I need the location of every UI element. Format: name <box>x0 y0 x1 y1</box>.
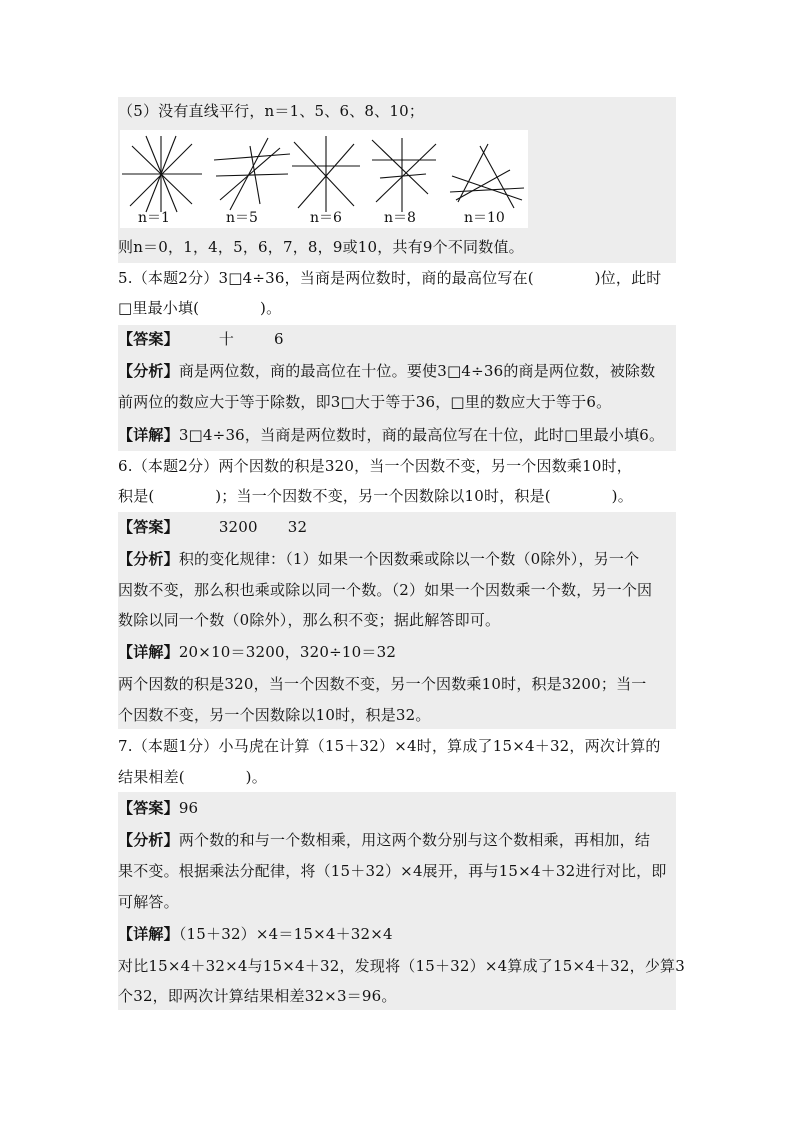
figure-n1-lines <box>122 136 202 212</box>
q6-answer-2: 32 <box>287 518 308 536</box>
q6-detail-line2: 两个因数的积是320，当一个因数不变，另一个因数乘10时，积是3200；当一 <box>118 675 647 693</box>
q5-analysis-text1: 商是两位数，商的最高位在十位。要使3□4÷36的商是两位数，被除数 <box>178 362 656 380</box>
q7-stem-line2: 结果相差( )。 <box>118 768 267 786</box>
q6-stem-line2: 积是( )；当一个因数不变，另一个因数除以10时，积是( )。 <box>118 487 633 505</box>
q5-analysis-line1 <box>118 360 678 382</box>
q7-analysis-text1: 两个数的和与一个数相乘，用这两个数分别与这个数相乘，再相加，结 <box>178 831 651 849</box>
q6-answer-tag: 【答案】 <box>118 518 179 536</box>
q7-answer-row <box>118 797 678 819</box>
figure-n10-lines <box>450 144 524 208</box>
q6-answer-row <box>118 516 678 538</box>
figure-label-n10: n＝10 <box>464 210 505 226</box>
figure-n8-lines <box>372 138 436 212</box>
q7-analysis-tag: 【分析】 <box>118 831 179 849</box>
figure-n6-lines <box>292 136 360 212</box>
q5-answer-tag: 【答案】 <box>118 330 179 348</box>
figure-label-n8: n＝8 <box>384 210 416 226</box>
q5-detail-text1: 3□4÷36，当商是两位数时，商的最高位写在十位，此时□里最小填6。 <box>178 426 665 444</box>
q7-detail-line3: 个32，即两次计算结果相差32×3＝96。 <box>118 987 397 1005</box>
q5-analysis-tag: 【分析】 <box>118 362 179 380</box>
q7-analysis-line2: 果不变。根据乘法分配律，将（15＋32）×4展开，再与15×4＋32进行对比，即 <box>118 862 667 880</box>
figure-label-n6: n＝6 <box>310 210 342 226</box>
q5-answer-1: 十 <box>218 330 235 348</box>
lines-figure-svg <box>120 130 528 228</box>
q7-detail-line2: 对比15×4＋32×4与15×4＋32，发现将（15＋32）×4算成了15×4＋32，少算3 <box>118 957 685 975</box>
lines-intersection-figure <box>120 130 528 228</box>
figure-n5-lines <box>214 138 290 210</box>
q7-stem-line1: 7.（本题1分）小马虎在计算（15＋32）×4时，算成了15×4＋32，两次计算的 <box>118 737 661 755</box>
q5-detail-tag: 【详解】 <box>118 426 179 444</box>
q5-stem-line2: □里最小填( )。 <box>118 299 282 317</box>
q6-detail-line1 <box>118 641 678 663</box>
figure-label-n5: n＝5 <box>226 210 258 226</box>
item5-conclusion: 则n＝0，1，4，5，6，7，8，9或10，共有9个不同数值。 <box>118 238 524 256</box>
q7-analysis-line1 <box>118 829 678 851</box>
q6-answer-1: 3200 <box>218 518 258 536</box>
q6-stem-line1: 6.（本题2分）两个因数的积是320，当一个因数不变，另一个因数乘10时， <box>118 457 632 475</box>
q6-analysis-tag: 【分析】 <box>118 550 179 568</box>
q6-detail-tag: 【详解】 <box>118 643 179 661</box>
q6-analysis-line1 <box>118 548 678 570</box>
q6-analysis-line2: 因数不变，那么积也乘或除以同一个数。（2）如果一个因数乘一个数，另一个因 <box>118 581 653 599</box>
q6-analysis-line3: 数除以同一个数（0除外），那么积不变；据此解答即可。 <box>118 611 501 629</box>
q7-answer-tag: 【答案】 <box>118 799 179 817</box>
figure-label-n1: n＝1 <box>138 210 170 226</box>
q5-detail-line1 <box>118 424 678 446</box>
q6-detail-text1: 20×10＝3200，320÷10＝32 <box>178 643 397 661</box>
q7-answer-1: 96 <box>178 799 199 817</box>
q6-analysis-text1: 积的变化规律：（1）如果一个因数乘或除以一个数（0除外），另一个 <box>178 550 640 568</box>
q5-stem-line1: 5.（本题2分）3□4÷36，当商是两位数时，商的最高位写在( )位，此时 <box>118 269 662 287</box>
q6-detail-line3: 个因数不变，另一个因数除以10时，积是32。 <box>118 706 431 724</box>
q5-answer-row <box>118 328 678 350</box>
q7-detail-text1: （15＋32）×4＝15×4＋32×4 <box>178 925 393 943</box>
q7-analysis-line3: 可解答。 <box>118 893 179 911</box>
item5-intro: （5）没有直线平行，n＝1、5、6、8、10； <box>118 102 425 120</box>
q5-answer-2: 6 <box>274 330 284 348</box>
q7-detail-line1 <box>118 923 678 945</box>
q5-analysis-line2: 前两位的数应大于等于除数，即3□大于等于36，□里的数应大于等于6。 <box>118 393 612 411</box>
q7-detail-tag: 【详解】 <box>118 925 179 943</box>
